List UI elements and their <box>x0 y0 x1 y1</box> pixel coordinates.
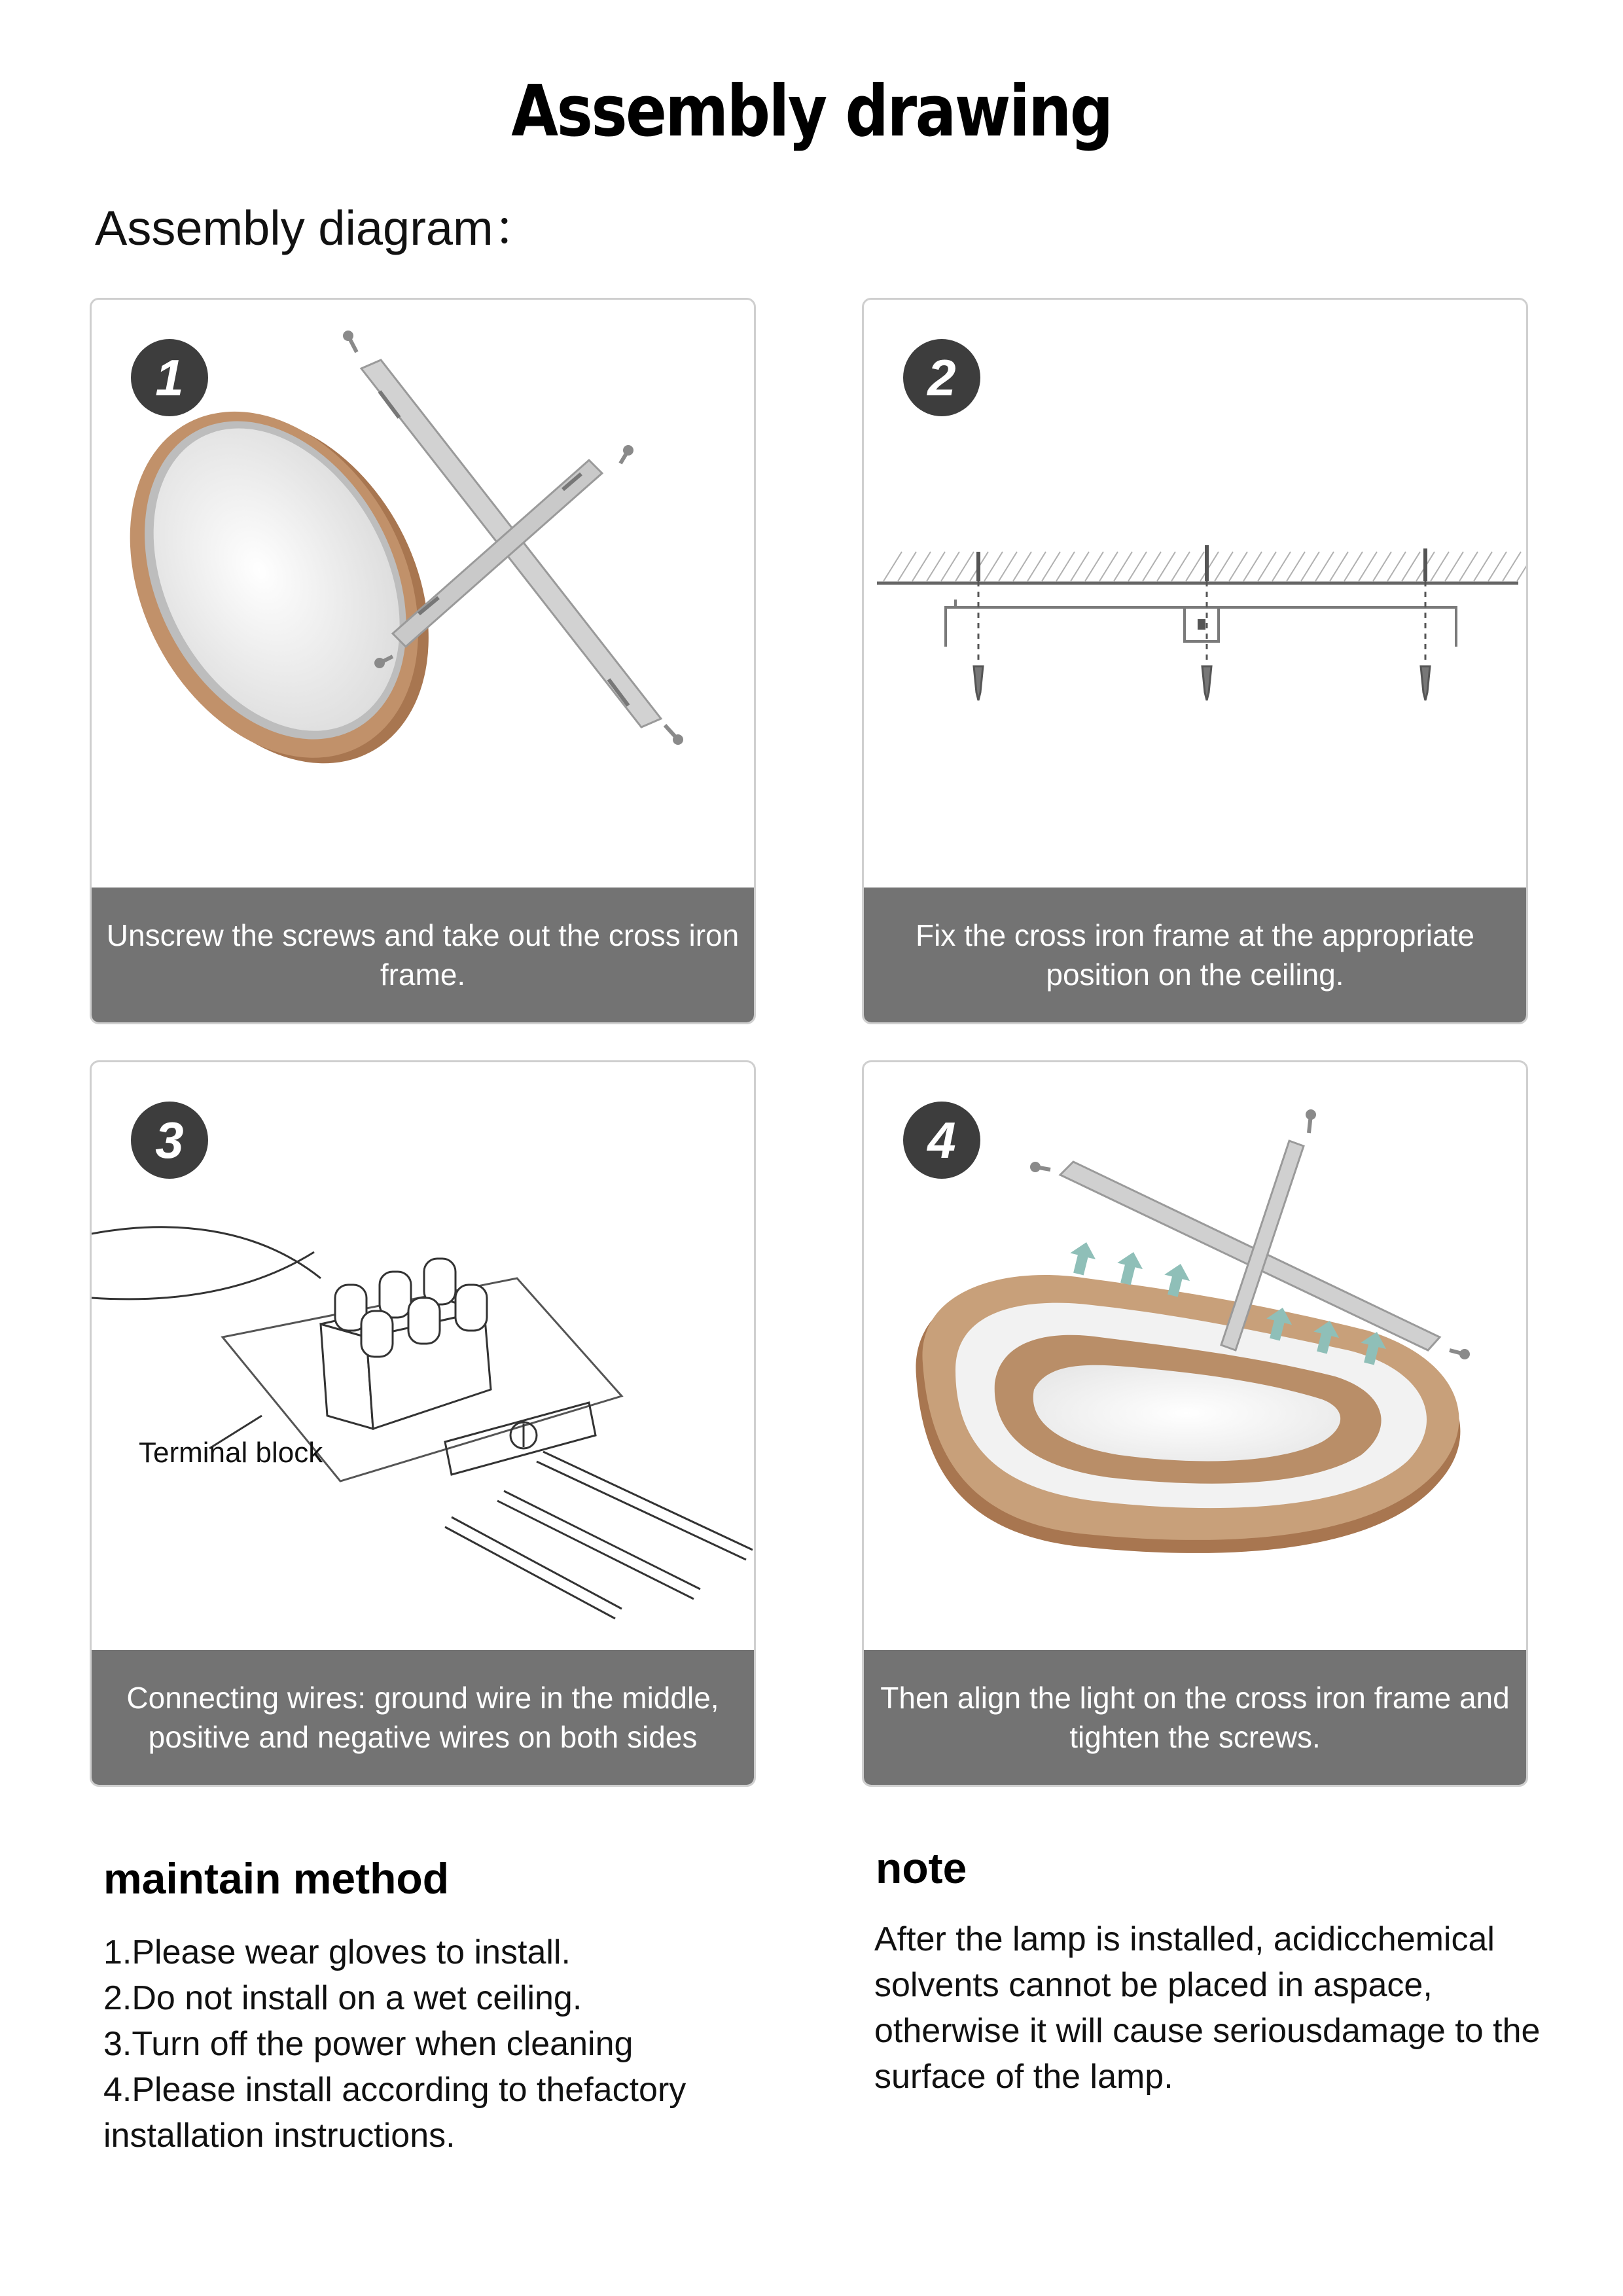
wire-leads <box>445 1452 753 1619</box>
list-item: 1.Please wear gloves to install. <box>103 1933 571 1971</box>
list-item: 3.Turn off the power when cleaning <box>103 2025 633 2063</box>
step-card-3 <box>90 1060 756 1787</box>
cross-frame-profile <box>946 600 1456 647</box>
step-number-badge: 3 <box>131 1102 208 1179</box>
maintain-list <box>103 1929 686 2159</box>
step-number-badge: 1 <box>131 339 208 416</box>
step-caption: Fix the cross iron frame at the appropriate position on the ceiling. <box>864 888 1526 1022</box>
terminal-block-label: Terminal block <box>139 1437 323 1469</box>
maintain-heading: maintain method <box>103 1854 450 1903</box>
polarity-labels <box>445 1403 596 1475</box>
section-subtitle: Assembly diagram： <box>95 201 542 255</box>
note-heading: note <box>876 1844 967 1892</box>
page-title: Assembly drawing <box>511 71 1112 152</box>
step-card-2 <box>862 298 1528 1024</box>
terminal-block-icon <box>321 1259 491 1429</box>
step-caption: Then align the light on the cross iron frame and tighten the screws. <box>864 1650 1526 1785</box>
note-text: After the lamp is installed, acidicchemical solvents cannot be placed in aspace, otherwise it will cause seriousdamage to the surface of the lamp. <box>874 1920 1541 2096</box>
list-item: installation instructions. <box>103 2117 455 2155</box>
step-number-badge: 2 <box>903 339 980 416</box>
step-number-badge: 4 <box>903 1102 980 1179</box>
step-card-1 <box>90 298 756 1024</box>
list-item: 4.Please install according to thefactory <box>103 2071 687 2109</box>
step-caption: Unscrew the screws and take out the cross iron frame. <box>92 888 754 1022</box>
step-card-4 <box>862 1060 1528 1787</box>
step-caption: Connecting wires: ground wire in the middle, positive and negative wires on both sides <box>92 1650 754 1785</box>
list-item: 2.Do not install on a wet ceiling. <box>103 1979 582 2017</box>
